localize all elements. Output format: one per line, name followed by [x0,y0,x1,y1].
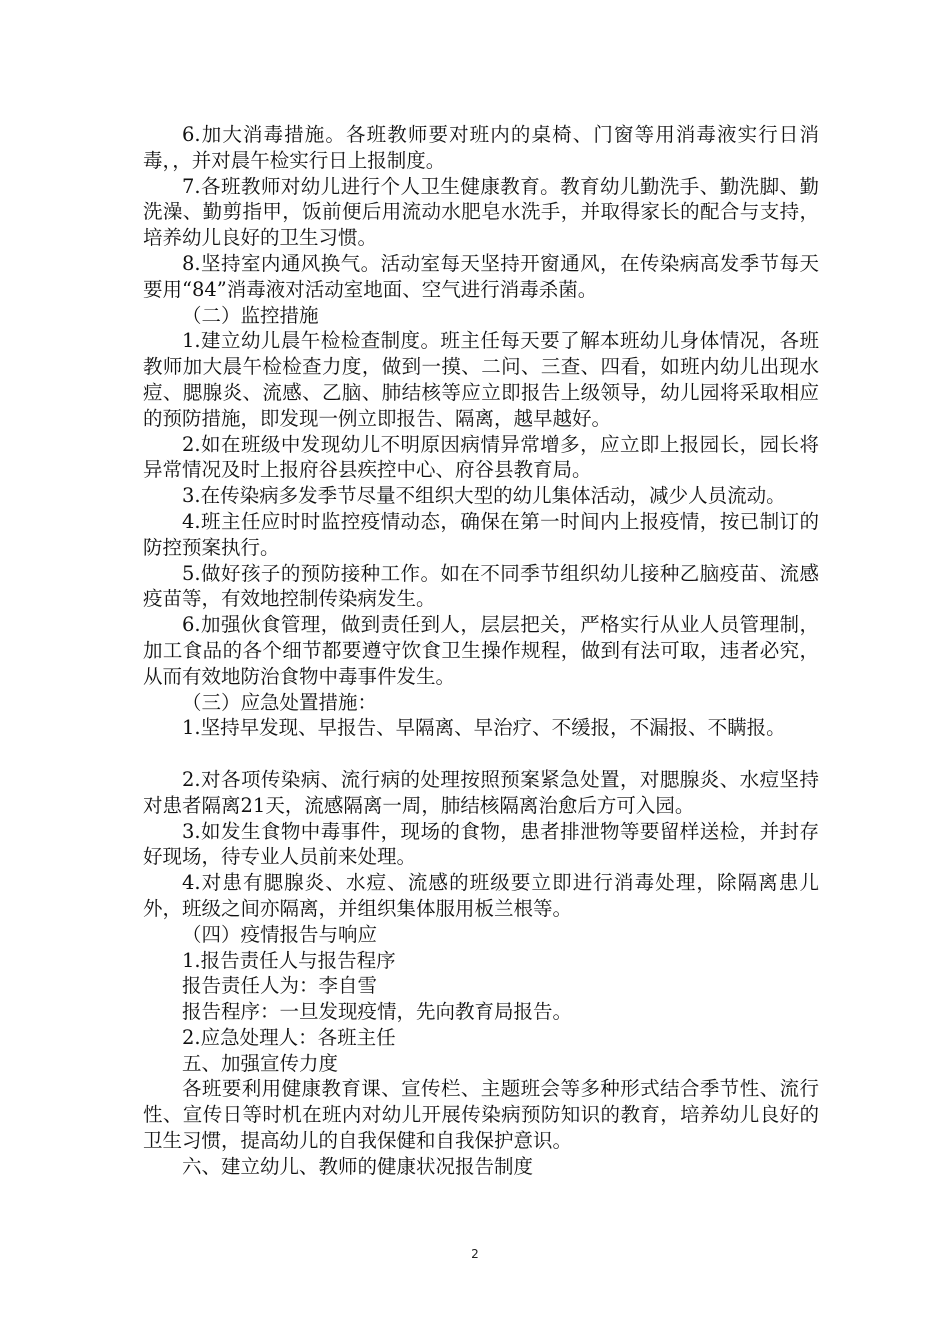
paragraph-reduce-activities: 3.在传染病多发季节尽量不组织大型的幼儿集体活动，减少人员流动。 [182,484,786,508]
paragraph-food-poisoning: 3.如发生食物中毒事件，现场的食物，患者排泄物等要留样送检，并封存好现场，待专业人员前来处理。 [143,819,819,869]
paragraph-emergency-handler: 2.应急处理人：各班主任 [182,1025,396,1049]
paragraph-disinfection: 6.加大消毒措施。各班教师要对班内的桌椅、门窗等用消毒液实行日消毒，，并对晨午检实行日上报制度。 [143,123,819,172]
paragraph-vaccination: 5.做好孩子的预防接种工作。如在不同季节组织幼儿接种乙脑疫苗、流感疫苗等，有效地控制传染病发生。 [143,561,819,611]
section-heading-reporting: （四）疫情报告与响应 [182,922,378,946]
paragraph-class-disinfection: 4.对患有腮腺炎、水痘、流感的班级要立即进行消毒处理，除隔离患儿外，班级之间亦隔离，并组织集体服用板兰根等。 [143,871,819,920]
paragraph-food-management: 6.加强伙食管理，做到责任到人，层层把关，严格实行从业人员管理制，加工食品的各个细节都要遵守饮食卫生操作规程，做到有法可取，违者必究，从而有效地防治食物中毒事件发生。 [143,613,819,688]
paragraph-reporting-procedure: 1.报告责任人与报告程序 [182,948,396,972]
paragraph-responsible-person: 报告责任人为：李自雪 [182,974,378,998]
paragraph-early-detection: 1.坚持早发现、早报告、早隔离、早治疗、不缓报，不漏报、不瞒报。 [182,716,786,740]
paragraph-ventilation: 8.坚持室内通风换气。活动室每天坚持开窗通风，在传染病高发季节每天要用“84”消毒液对活动室地面、空气进行消毒杀菌。 [143,251,819,301]
blank-line [143,741,819,767]
paragraph-morning-check: 1.建立幼儿晨午检检查制度。班主任每天要了解本班幼儿身体情况，各班教师加大晨午检检查力度，做到一摸、二问、三查、四看，如班内幼儿出现水痘、腮腺炎、流感、乙脑、肺结核等应立即报告上级领导，幼儿园将采取相应的预防措施，即发现一例立即报告、隔离，越早越好。 [143,329,819,430]
paragraph-report-procedure: 报告程序：一旦发现疫情，先向教育局报告。 [182,1000,573,1024]
section-heading-monitoring: （二）监控措施 [182,303,319,327]
page-number: 2 [471,1247,479,1261]
document-body [143,122,819,1180]
paragraph-monitor-epidemic: 4.班主任应时时监控疫情动态，确保在第一时间内上报疫情，按已制订的防控预案执行。 [143,509,819,559]
section-heading-emergency: （三）应急处置措施： [182,690,378,714]
paragraph-report-principal: 2.如在班级中发现幼儿不明原因病情异常增多，应立即上报园长，园长将异常情况及时上报府谷县疾控中心、府谷县教育局。 [143,432,819,482]
paragraph-hygiene-education: 7.各班教师对幼儿进行个人卫生健康教育。教育幼儿勤洗手、勤洗脚、勤洗澡、勤剪指甲，饭前便后用流动水肥皂水洗手，并取得家长的配合与支持，培养幼儿良好的卫生习惯。 [143,174,819,250]
paragraph-publicity: 各班要利用健康教育课、宣传栏、主题班会等多种形式结合季节性、流行性、宣传日等时机在班内对幼儿开展传染病预防知识的教育，培养幼儿良好的卫生习惯，提高幼儿的自我保健和自我保护意识。 [143,1077,819,1153]
paragraph-isolation: 2.对各项传染病、流行病的处理按照预案紧急处置，对腮腺炎、水痘坚持对患者隔离21天，流感隔离一周，肺结核隔离治愈后方可入园。 [143,767,819,817]
section-heading-publicity: 五、加强宣传力度 [182,1051,339,1075]
section-heading-health-reporting: 六、建立幼儿、教师的健康状况报告制度 [182,1154,534,1178]
